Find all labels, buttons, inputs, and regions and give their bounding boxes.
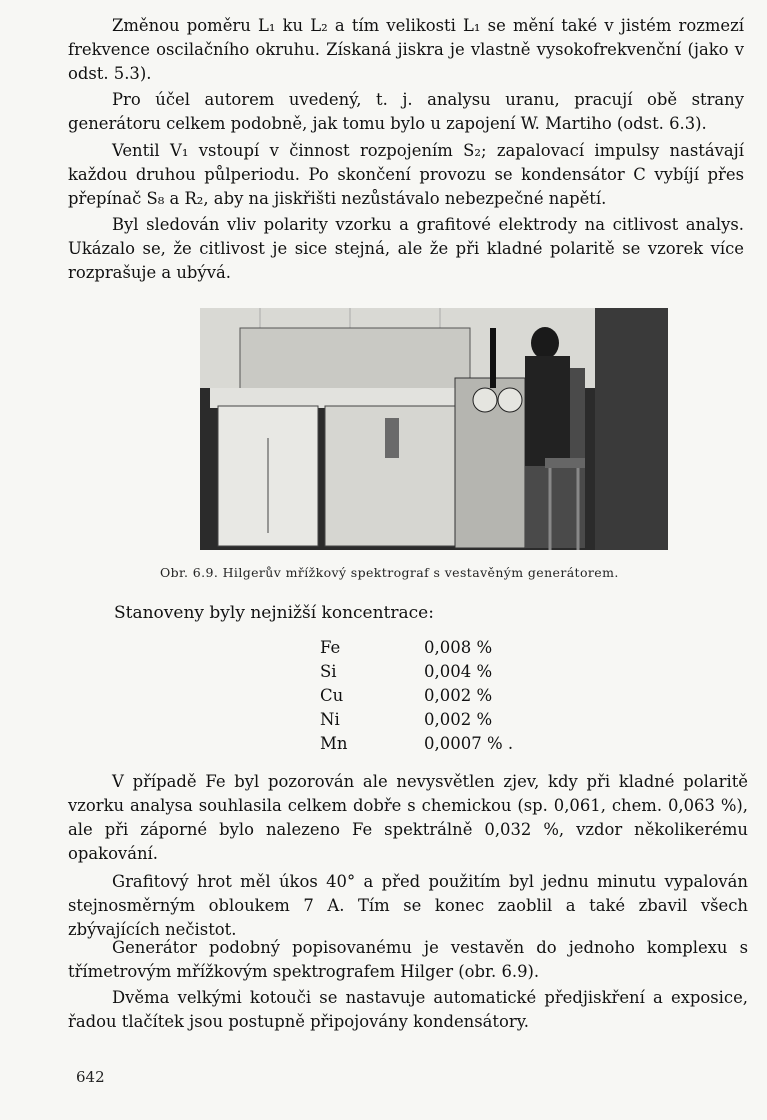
element-cell: Fe [320, 638, 341, 657]
table-row [320, 636, 524, 660]
paragraph-polarity: Byl sledován vliv polarity vzorku a grafitové elektrody na citlivost analys. Ukázalo se, že citlivost je sice stejná, ale že při kladné polaritě se vzorek více rozprašuje a ubývá. [68, 215, 744, 282]
figure-caption: Obr. 6.9. Hilgerův mřížkový spektrograf s vestavěným generátorem. [160, 565, 619, 580]
spectrograph-illustration [200, 308, 668, 550]
paragraph-controls: Dvěma velkými kotouči se nastavuje automatické předjiskření a exposice, řadou tlačítek jsou postupně připojovány kondensátory. [68, 988, 748, 1031]
paragraph-valve: Ventil V₁ vstoupí v činnost rozpojením S₂; zapalovací impulsy nastávají každou druhou půlperiodu. Po skončení provozu se kondensátor C vybíjí přes přepínač S₈ a R₂, aby na jiskřišti nezůstávalo nebezpečné napětí. [68, 141, 744, 208]
paragraph-oscillation: Změnou poměru L₁ ku L₂ a tím velikosti L₁ se mění také v jistém rozmezí frekvence oscilačního okruhu. Získaná jiskra je vlastně vysokofrekvenční (jako v odst. 5.3). [68, 16, 744, 83]
table-row [320, 732, 524, 756]
element-cell: Ni [320, 710, 340, 729]
concentrations-intro: Stanoveny byly nejnižší koncentrace: [114, 603, 434, 623]
page-number: 642 [76, 1068, 105, 1086]
paragraph-generator-purpose: Pro účel autorem uvedený, t. j. analysu uranu, pracují obě strany generátoru celkem podobně, jak tomu bylo u zapojení W. Martiho (odst. 6.3). [68, 90, 744, 133]
concentrations-table [320, 636, 524, 756]
value-cell: 0,008 % [424, 638, 493, 657]
element-cell: Cu [320, 686, 344, 705]
paragraph-graphite-tip: Grafitový hrot měl úkos 40° a před použitím byl jednu minutu vypalován stejnosměrným obloukem 7 A. Tím se konec zaoblil a také zbavil všech zbývajících nečistot. [68, 872, 748, 939]
value-cell: 0,0007 % . [424, 734, 514, 753]
value-cell: 0,002 % [424, 710, 493, 729]
paragraph-iron-anomaly: V případě Fe byl pozorován ale nevysvětlen zjev, kdy při kladné polaritě vzorku analysa souhlasila celkem dobře s chemickou (sp. 0,061, chem. 0,063 %), ale při záporné bylo nalezeno Fe spektrálně 0,032 %, vzdor několikerému opakování. [68, 772, 748, 863]
element-cell: Si [320, 662, 337, 681]
value-cell: 0,002 % [424, 686, 493, 705]
table-row [320, 684, 524, 708]
paragraph-hilger-complex: Generátor podobný popisovanému je vestavěn do jednoho komplexu s třímetrovým mřížkovým spektrografem Hilger (obr. 6.9). [68, 938, 748, 981]
table-row [320, 708, 524, 732]
spectrograph-photo [200, 308, 668, 550]
value-cell: 0,004 % [424, 662, 493, 681]
element-cell: Mn [320, 734, 348, 753]
table-row [320, 660, 524, 684]
